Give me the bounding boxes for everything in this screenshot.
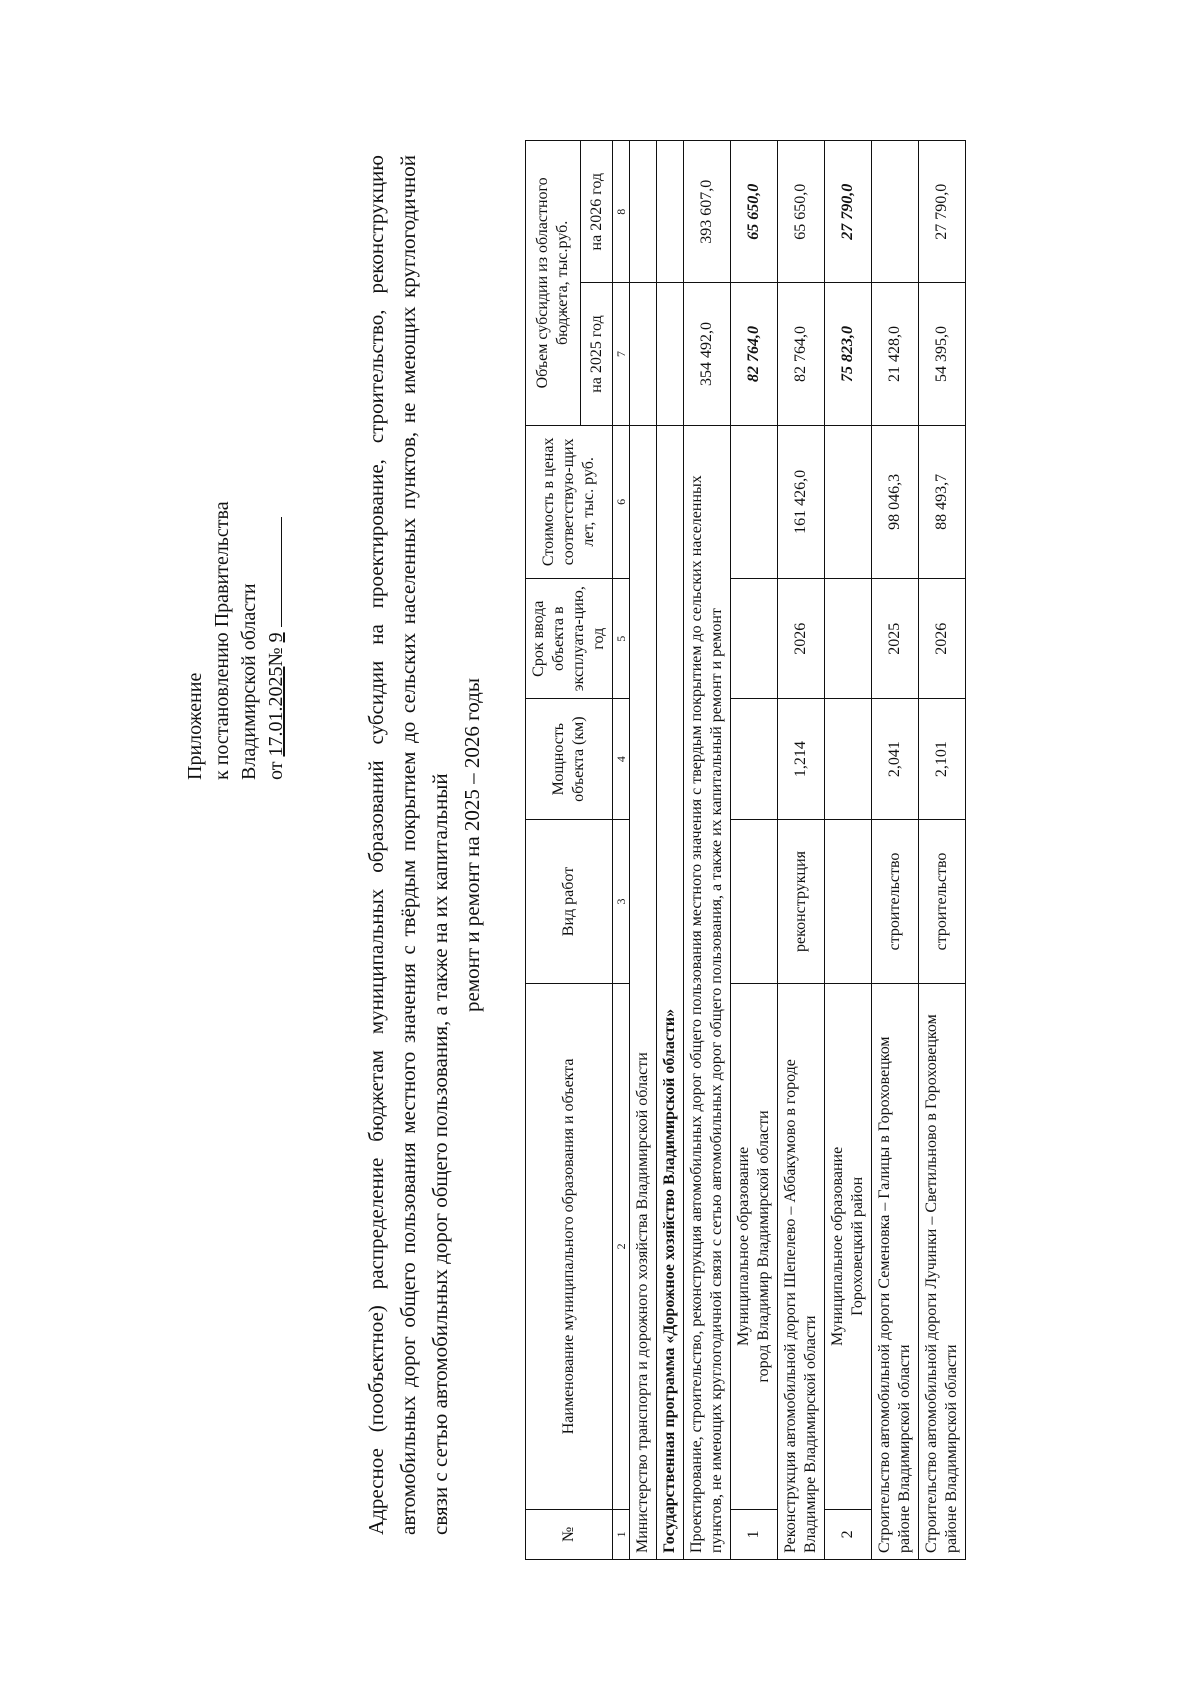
appendix-resolution: к постановлению Правительства [211, 501, 233, 780]
mo-work [825, 819, 872, 983]
header-row [526, 141, 581, 1560]
ministry-2026 [630, 141, 657, 283]
appendix-date-line [263, 140, 290, 780]
mo-2025: 82 764,0 [731, 283, 778, 425]
program-name: Государственная программа «Дорожное хозяйство Владимирской области» [657, 425, 684, 1559]
program-row [657, 141, 684, 1560]
object-capacity: 1,214 [778, 699, 825, 819]
column-numbers-row [613, 141, 630, 1560]
colnum-1: 1 [613, 1509, 630, 1559]
appendix-label: Приложение [184, 672, 206, 780]
mo-capacity [825, 699, 872, 819]
mo-2026: 65 650,0 [731, 141, 778, 283]
purpose-2026: 393 607,0 [684, 141, 731, 283]
colnum-3: 3 [613, 819, 630, 983]
header-name: Наименование муниципального образования и объекта [526, 984, 613, 1510]
mo-work [731, 819, 778, 983]
header-cost: Стоимость в ценах соответствую-щих лет, тыс. руб. [526, 425, 613, 578]
object-year: 2026 [778, 578, 825, 698]
object-cost: 161 426,0 [778, 425, 825, 578]
header-num: № [526, 1509, 613, 1559]
header-2026: на 2026 год [581, 141, 613, 283]
colnum-5: 5 [613, 578, 630, 698]
object-year: 2026 [919, 578, 966, 698]
object-row [919, 141, 966, 1560]
object-2025: 54 395,0 [919, 283, 966, 425]
purpose-row [684, 141, 731, 1560]
header-subsidy: Объем субсидии из областного бюджета, тыс.руб. [526, 141, 581, 426]
mo-name [825, 984, 872, 1510]
mo-name-line2: Гороховецкий район [849, 1176, 866, 1316]
object-work: строительство [872, 819, 919, 983]
colnum-7: 7 [613, 283, 630, 425]
subsidy-table [525, 140, 966, 1560]
municipality-row [825, 141, 872, 1560]
object-cost: 98 046,3 [872, 425, 919, 578]
object-2026: 65 650,0 [778, 141, 825, 283]
mo-2025: 75 823,0 [825, 283, 872, 425]
mo-name [731, 984, 778, 1510]
object-2025: 21 428,0 [872, 283, 919, 425]
program-2026 [657, 141, 684, 283]
object-work: реконструкция [778, 819, 825, 983]
colnum-6: 6 [613, 425, 630, 578]
object-2026 [872, 141, 919, 283]
colnum-4: 4 [613, 699, 630, 819]
mo-number: 1 [731, 1509, 778, 1559]
purpose-text: Проектирование, строительство, реконструкция автомобильных дорог общего пользования местного значения с твердым покрытием до сельских населенных пунктов, не имеющих круглогодичной связи с сетью автомобильных дорог общего пользования, а также их капитальный ремонт и ремонт [684, 425, 731, 1559]
object-2026: 27 790,0 [919, 141, 966, 283]
title-body: Адресное (пообъектное) распределение бюджетам муниципальных образований субсидии на проектирование, строительство, реконструкцию автомобильных дорог общего пользования местного значения с твёрдым покрытием до сельских населенных пунктов, не имеющих круглогодичной связи с сетью автомобильных дорог общего пользования, а также на их капитальный [364, 155, 452, 1535]
mo-name-line1: Муниципальное образование [735, 1146, 752, 1346]
appendix-header [182, 140, 290, 780]
object-work: строительство [919, 819, 966, 983]
object-row [778, 141, 825, 1560]
date-prefix: от [265, 761, 287, 780]
mo-year [731, 578, 778, 698]
resolution-date: 17.01.2025 [265, 666, 287, 757]
ministry-name: Министерство транспорта и дорожного хозяйства Владимирской области [630, 425, 657, 1559]
appendix-region: Владимирской области [238, 583, 260, 780]
mo-year [825, 578, 872, 698]
mo-name-line1: Муниципальное образование [829, 1146, 846, 1346]
purpose-2025: 354 492,0 [684, 283, 731, 425]
object-capacity: 2,101 [919, 699, 966, 819]
object-name: Строительство автомобильной дороги Семеновка – Галицы в Гороховецком районе Владимирской области [872, 984, 919, 1560]
mo-cost [825, 425, 872, 578]
object-year: 2025 [872, 578, 919, 698]
mo-cost [731, 425, 778, 578]
document-page [80, 70, 1080, 1630]
document-title [360, 155, 488, 1535]
mo-capacity [731, 699, 778, 819]
number-underline [263, 517, 282, 627]
mo-name-line2: город Владимир Владимирской области [755, 1110, 772, 1383]
header-2025: на 2025 год [581, 283, 613, 425]
object-name: Реконструкция автомобильной дороги Шепелево – Аббакумово в городе Владимире Владимирской области [778, 984, 825, 1560]
ministry-row [630, 141, 657, 1560]
header-year: Срок ввода объекта в эксплуата-цию, год [526, 578, 613, 698]
mo-number: 2 [825, 1509, 872, 1559]
colnum-8: 8 [613, 141, 630, 283]
object-capacity: 2,041 [872, 699, 919, 819]
title-last-line: ремонт и ремонт на 2025 – 2026 годы [460, 678, 484, 1012]
header-capacity: Мощность объекта (км) [526, 699, 613, 819]
object-name: Строительство автомобильной дороги Лучинки – Светильново в Гороховецком районе Владимирской области [919, 984, 966, 1560]
number-prefix: № [265, 647, 287, 667]
colnum-2: 2 [613, 984, 630, 1510]
object-2025: 82 764,0 [778, 283, 825, 425]
municipality-row [731, 141, 778, 1560]
object-row [872, 141, 919, 1560]
mo-2026: 27 790,0 [825, 141, 872, 283]
object-cost: 88 493,7 [919, 425, 966, 578]
header-work: Вид работ [526, 819, 613, 983]
resolution-number: 9 [265, 632, 287, 643]
ministry-2025 [630, 283, 657, 425]
program-2025 [657, 283, 684, 425]
